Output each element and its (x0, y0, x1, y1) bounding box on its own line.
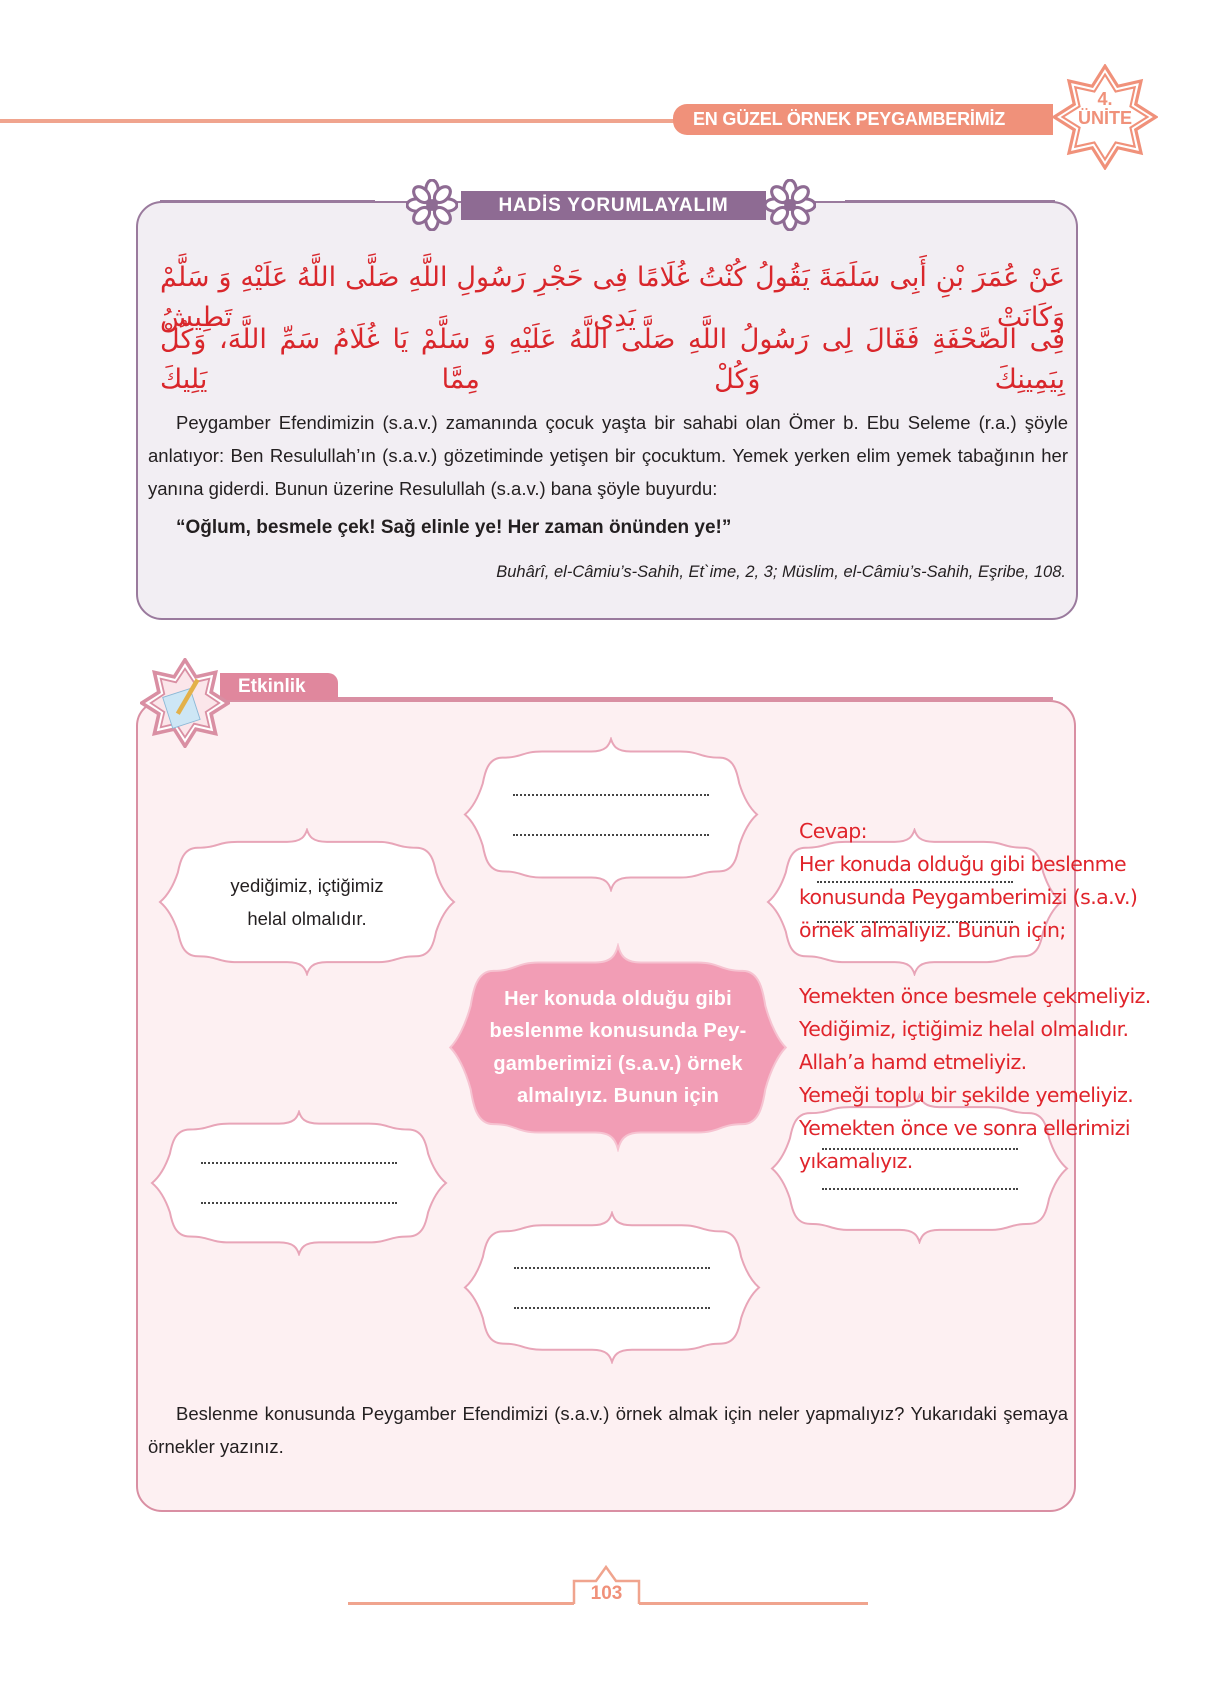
activity-rule (338, 697, 1053, 700)
arabic-hadis-line-2: فِى الصَّحْفَةِ فَقَالَ لِى رَسُولُ اللَّهِ صَلَّى اللَّهُ عَلَيْهِ وَ سَلَّمْ يَا غُلَامُ سَمِّ اللَّهَ، وَكُلْ بِيَمِينِكَ وَكُلْ مِمَّا يَلِيكَ (160, 324, 1065, 395)
hadis-citation: Buhârî, el-Câmiu’s-Sahih, Et`ime, 2, 3; Müslim, el-Câmiu’s-Sahih, Eşribe, 108. (496, 563, 1066, 581)
footer-rule-right (639, 1602, 868, 1605)
answer-blank[interactable] (201, 1162, 397, 1164)
bubble-bottom-left (150, 1110, 448, 1256)
answer-blank[interactable] (514, 1267, 710, 1269)
center-text-line: Her konuda olduğu gibi (504, 987, 732, 1010)
answer-line: Cevap: (799, 819, 867, 843)
answer-blank[interactable] (514, 1307, 710, 1309)
center-text-line: almalıyız. Bunun için (516, 1085, 719, 1107)
header-rule (0, 119, 700, 123)
unit-label: ÜNİTE (1078, 108, 1132, 128)
rosette-icon (406, 179, 458, 231)
hadis-title: HADİS YORUMLAYALIM (461, 191, 766, 220)
answer-line: Her konuda olduğu gibi beslenme (799, 852, 1127, 876)
answer-spacer (799, 947, 1151, 980)
page-number: 103 (590, 1583, 623, 1604)
activity-pencil-paper-icon (140, 658, 230, 748)
unit-badge-text (1052, 90, 1158, 128)
answer-blank[interactable] (201, 1202, 397, 1204)
bubble-text-line: helal olmalıdır. (247, 908, 367, 929)
center-text-line: beslenme konusunda Pey- (489, 1020, 747, 1042)
answer-line: Allah’a hamd etmeliyiz. (799, 1050, 1027, 1074)
answer-overlay (799, 815, 1151, 1178)
hadis-title-rule-left (160, 200, 375, 202)
answer-line: Yemeği toplu bir şekilde yemeliyiz. (799, 1083, 1134, 1107)
center-text-line: gamberimizi (s.a.v.) örnek (493, 1052, 743, 1075)
answer-line: Yediğimiz, içtiğimiz helal olmalıdır. (799, 1017, 1129, 1041)
answer-blank[interactable] (513, 834, 709, 836)
unit-title: EN GÜZEL ÖRNEK PEYGAMBERİMİZ (673, 104, 1053, 135)
unit-number: 4. (1097, 89, 1113, 109)
bubble-top (463, 737, 759, 892)
answer-line: Yemekten önce ve sonra ellerimizi (799, 1116, 1131, 1140)
bubble-center (448, 943, 788, 1152)
bubble-bottom (463, 1211, 761, 1364)
footer-rule-left (348, 1602, 574, 1605)
bubble-left (158, 828, 456, 976)
arabic-hadis-line-1: عَنْ عُمَرَ بْنِ أَبِى سَلَمَةَ يَقُولُ كُنْتُ غُلَامًا فِى حَجْرِ رَسُولِ اللَّهِ صَلَّى اللَّهُ عَلَيْهِ وَ سَلَّمْ وَكَانَتْ يَدِى تَطِيشُ (160, 262, 1065, 333)
answer-blank[interactable] (822, 1188, 1018, 1190)
activity-tab: Etkinlik (220, 673, 338, 700)
hadis-paragraph: Peygamber Efendimizin (s.a.v.) zamanında çocuk yaşta bir sahabi olan Ömer b. Ebu Seleme (r.a.) şöyle anlatıyor: Ben Resulullah’ın (s.a.v.) gözetiminde yetişen bir çocuktum. Yemek yerken elim yemek tabağının her yanına giderdi. Bunun üzerine Resulullah (s.a.v.) bana şöyle buyurdu: (148, 412, 1068, 499)
hadis-title-rule-right (845, 200, 1055, 202)
activity-question: Beslenme konusunda Peygamber Efendimizi (s.a.v.) örnek almak için neler yapmalıyız? Yukarıdaki şemaya örnekler yazınız. (148, 1403, 1068, 1457)
answer-line: Yemekten önce besmele çekmeliyiz. (799, 984, 1151, 1008)
rosette-icon (764, 179, 816, 231)
answer-line: yıkamalıyız. (799, 1149, 913, 1173)
answer-line: örnek almalıyız. Bunun için; (799, 918, 1066, 942)
hadis-quote: “Oğlum, besmele çek! Sağ elinle ye! Her zaman önünden ye!” (176, 517, 732, 538)
bubble-text-line: yediğimiz, içtiğimiz (230, 875, 384, 896)
answer-line: konusunda Peygamberimizi (s.a.v.) (799, 885, 1138, 909)
answer-blank[interactable] (513, 794, 709, 796)
